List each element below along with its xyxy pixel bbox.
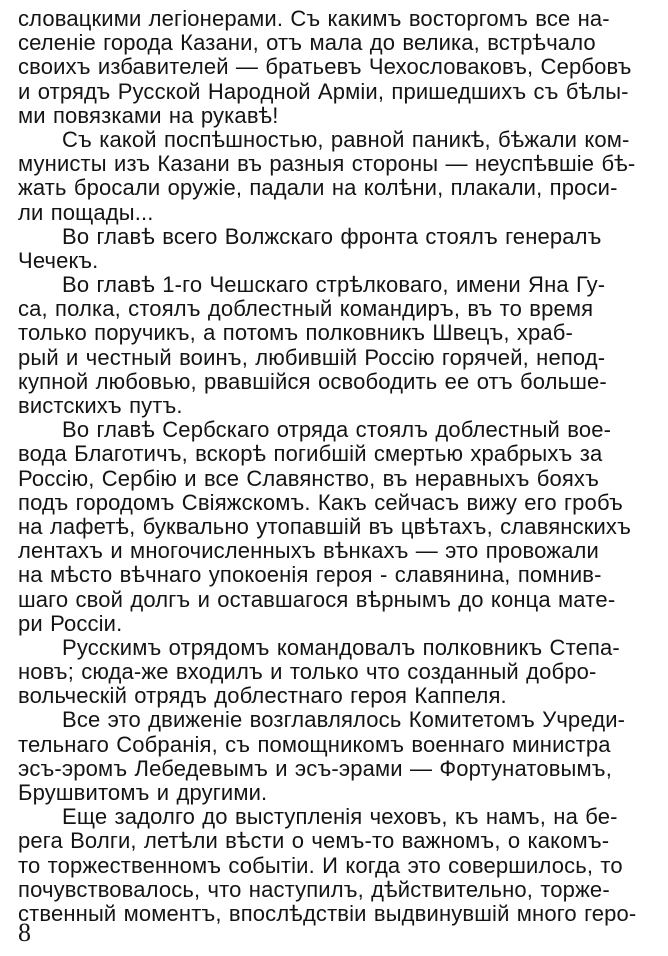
text-line: жать бросали оружіе, падали на колѣни, плакали, проси- [18,175,618,201]
text-line: лентахъ и многочисленныхъ вѣнкахъ — это провожали [18,538,599,564]
text-line: вольческій отрядъ доблестнаго героя Каппеля. [18,683,507,709]
text-line: купной любовью, рвавшійся освободить ее отъ больше- [18,368,607,394]
text-line: только поручикъ, а потомъ полковникъ Швецъ, храб- [18,320,574,346]
text-line: подъ городомъ Свіяжскомъ. Какъ сейчасъ вижу его гробъ [18,489,623,515]
text-line: тельнаго Собранія, съ помощникомъ военнаго министра [18,731,611,757]
text-line: вода Благотичъ, вскорѣ погибшій смертью храбрыхъ за [18,441,603,467]
text-line: вистскихъ путъ. [18,393,183,418]
page-number: 8 [18,918,31,947]
text-line: то торжественномъ событіи. И когда это совершилось, то [18,852,623,878]
text-line: рый и честный воинъ, любившій Россію горячей, непод- [18,344,606,370]
text-line: на мѣсто вѣчнаго упокоенія героя - славянина, помнив- [18,562,602,588]
text-line: Чечекъ. [18,247,99,273]
paragraph-start-line: Во главѣ всего Волжскаго фронта стоялъ генералъ [62,223,602,249]
body-text [18,7,654,926]
text-line: мунисты изъ Казани въ разныя стороны — неуспѣвшіе бѣ- [18,151,636,177]
text-line: Россію, Сербію и все Славянство, въ неравныхъ бояхъ [18,465,599,491]
text-line: Брушвитомъ и другими. [18,780,268,805]
text-line: на лафетѣ, буквально утопавшій въ цвѣтахъ, славянскихъ [18,513,631,539]
text-line: эсъ-эромъ Лебедевымъ и эсъ-эрами — Фортунатовымъ, [18,755,612,781]
text-line: словацкими легіонерами. Съ какимъ восторгомъ все на- [18,6,610,31]
text-line: ли пощады... [18,199,154,225]
text-line: са, полка, стоялъ доблестный командиръ, въ то время [18,296,594,322]
book-page [18,0,654,956]
text-line: ми повязками на рукавѣ! [18,102,279,128]
paragraph-start-line: Съ какой поспѣшностью, равной паникѣ, бѣжали ком- [62,126,630,152]
paragraph-start-line: Русскимъ отрядомъ командовалъ полковникъ Степа- [62,634,620,660]
text-line: ри Россіи. [18,610,123,636]
text-line: своихъ избавителей — братьевъ Чехословаковъ, Сербовъ [18,54,632,80]
paragraph-start-line: Еще задолго до выступленія чеховъ, къ намъ, на бе- [62,804,618,830]
paragraph-start-line: Во главѣ 1-го Чешскаго стрѣлковаго, имени Яна Гу- [62,272,606,298]
paragraph-start-line: Все это движеніе возглавлялось Комитетомъ Учреди- [62,707,626,733]
paragraph-start-line: Во главѣ Сербскаго отряда стоялъ доблестный вое- [62,417,612,443]
text-line: ственный моментъ, впослѣдствіи выдвинувшій много геро- [18,900,637,926]
text-line: шаго свой долгъ и оставшагося вѣрнымъ до конца матe- [18,586,616,612]
text-line: рега Волги, летѣли вѣсти о чемъ-то важномъ, о какомъ- [18,828,610,854]
text-line: почувствовалось, что наступилъ, дѣйствительно, торже- [18,876,610,902]
text-line: и отрядъ Русской Народной Арміи, пришедшихъ съ бѣлы- [18,78,629,104]
text-line: новъ; сюда-же входилъ и только что созданный добро- [18,659,597,685]
text-line: селеніе города Казани, отъ мала до велика, встрѣчало [18,30,596,56]
